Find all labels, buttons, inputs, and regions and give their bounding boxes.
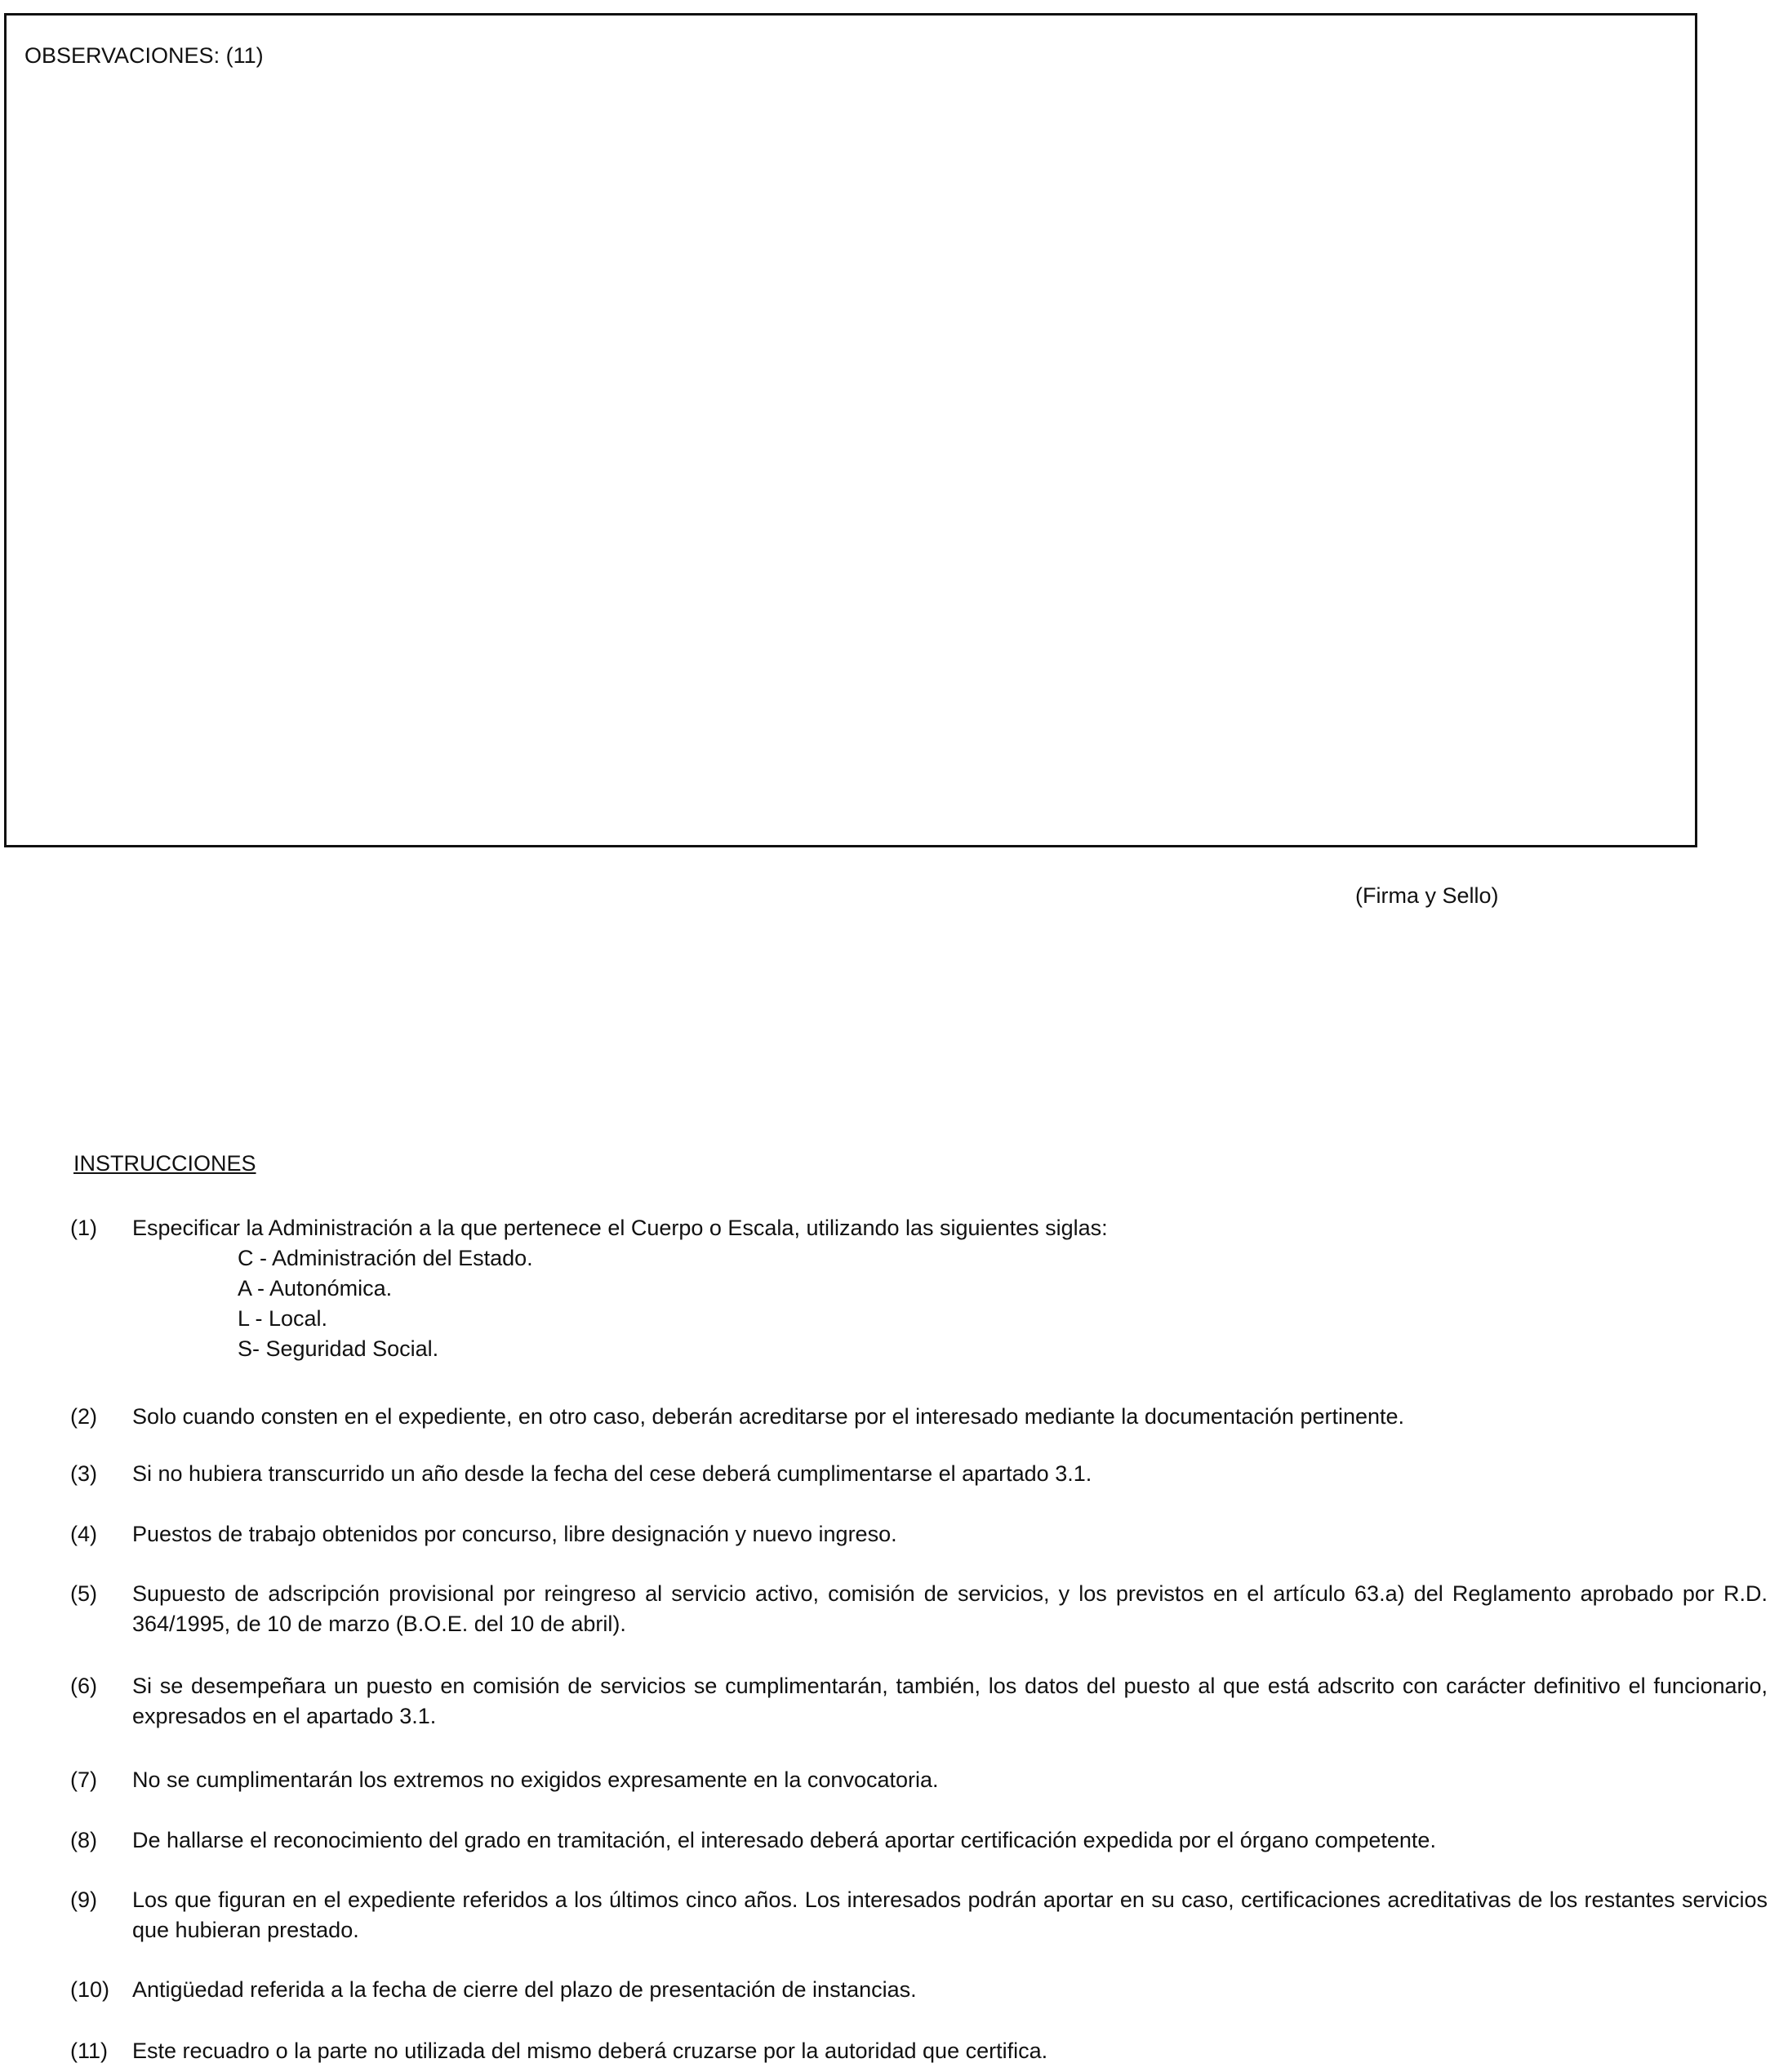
instructions-heading: INSTRUCCIONES: [73, 1151, 256, 1176]
item-number: (3): [70, 1461, 97, 1486]
observations-box: [4, 13, 1697, 847]
item-text: No se cumplimentarán los extremos no exigidos expresamente en la convocatoria.: [132, 1767, 939, 1792]
item-number: (5): [70, 1581, 97, 1606]
observations-label: OBSERVACIONES: (11): [24, 43, 264, 68]
item-number: (8): [70, 1828, 97, 1852]
item-text: Especificar la Administración a la que pertenece el Cuerpo o Escala, utilizando las siguientes siglas:: [132, 1216, 1108, 1240]
item-text: Este recuadro o la parte no utilizada del mismo deberá cruzarse por la autoridad que certifica.: [132, 2039, 1048, 2063]
instruction-item: [70, 1885, 1768, 1945]
item-number: (6): [70, 1674, 97, 1698]
item-number: (11): [70, 2039, 109, 2063]
instruction-item: [70, 1579, 1768, 1639]
instruction-item: [70, 2036, 1768, 2066]
item-text: Si no hubiera transcurrido un año desde la fecha del cese deberá cumplimentarse el apartado 3.1.: [132, 1461, 1092, 1486]
sub-item: L - Local.: [238, 1306, 328, 1331]
item-number: (10): [70, 1977, 110, 2002]
instruction-item: [70, 1975, 1768, 2005]
item-number: (2): [70, 1404, 97, 1429]
item-text: Si se desempeñara un puesto en comisión de servicios se cumplimentarán, también, los datos del puesto al que está adscrito con carácter definitivo el funcionario, expresados en el apartado 3.1.: [132, 1674, 1768, 1728]
item-number: (4): [70, 1522, 97, 1546]
instruction-item: [70, 1402, 1768, 1432]
instruction-item: [70, 1765, 1768, 1795]
instruction-item: [70, 1459, 1768, 1489]
item-number: (1): [70, 1216, 97, 1240]
instruction-item: [70, 1825, 1768, 1856]
sub-item: A - Autonómica.: [238, 1276, 393, 1301]
sub-item: C - Administración del Estado.: [238, 1246, 533, 1270]
item-text: Supuesto de adscripción provisional por reingreso al servicio activo, comisión de servicios, y los previstos en el artículo 63.a) del Reglamento aprobado por R.D. 364/1995, de 10 de marzo (B.O.E. del 10 de abril).: [132, 1581, 1768, 1636]
item-number: (9): [70, 1887, 97, 1912]
sub-item: S- Seguridad Social.: [238, 1336, 439, 1361]
item-number: (7): [70, 1767, 97, 1792]
instruction-item: [70, 1519, 1768, 1550]
item-text: Antigüedad referida a la fecha de cierre del plazo de presentación de instancias.: [132, 1977, 917, 2002]
item-text: Los que figuran en el expediente referidos a los últimos cinco años. Los interesados podrán aportar en su caso, certificaciones acreditativas de los restantes servicios que hubieran prestado.: [132, 1887, 1768, 1942]
instruction-item: [70, 1213, 1768, 1364]
item-text: Puestos de trabajo obtenidos por concurso, libre designación y nuevo ingreso.: [132, 1522, 897, 1546]
item-text: Solo cuando consten en el expediente, en otro caso, deberán acreditarse por el interesado mediante la documentación pertinente.: [132, 1404, 1405, 1429]
signature-label: (Firma y Sello): [1355, 883, 1499, 908]
instruction-item: [70, 1671, 1768, 1732]
item-text: De hallarse el reconocimiento del grado en tramitación, el interesado deberá aportar certificación expedida por el órgano competente.: [132, 1828, 1436, 1852]
